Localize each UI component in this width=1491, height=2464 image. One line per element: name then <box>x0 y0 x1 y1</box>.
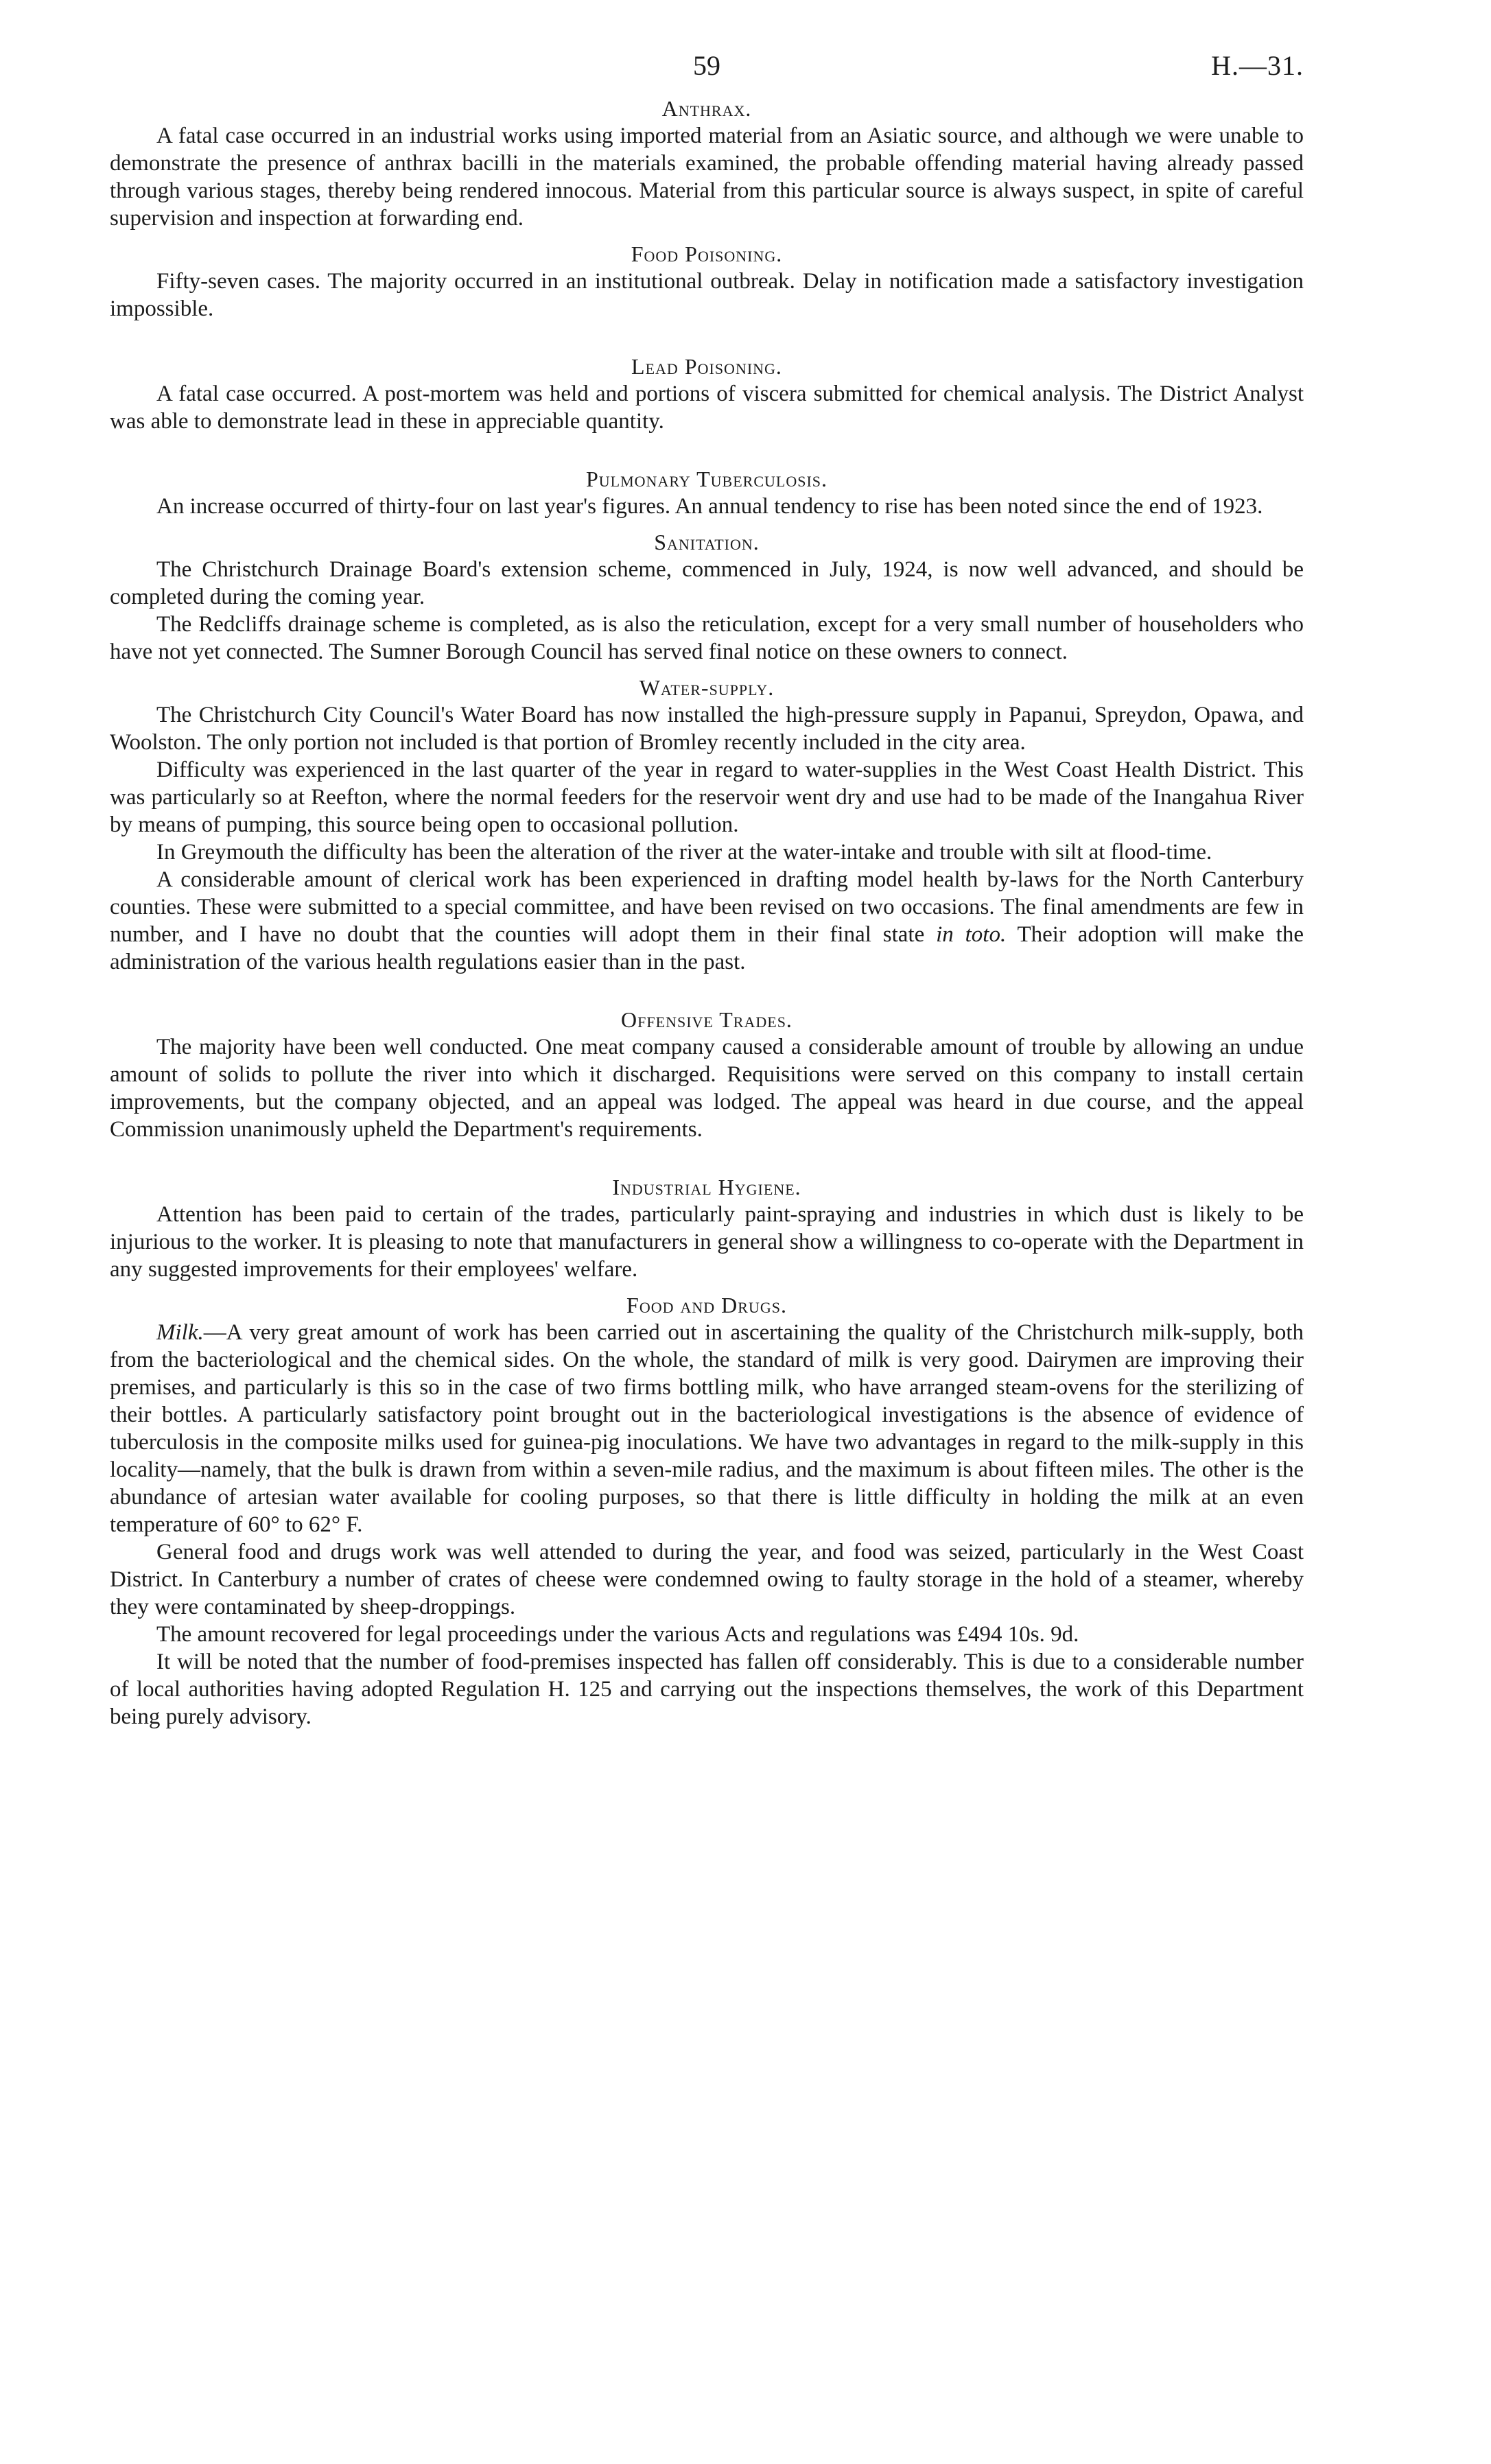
paragraph: The amount recovered for legal proceedings under the various Acts and regulations was £494 10s. 9d. <box>156 1622 1079 1647</box>
paragraph: Difficulty was experienced in the last quarter of the year in regard to water-supplies in the West Coast Health District. This was particularly so at Reefton, where the normal feeders for the reservoir went dry and use had to be made of the Inangahua River by means of pumping, this source being open to occasional pollution. <box>110 758 1304 837</box>
milk-heading: Milk. <box>156 1320 204 1345</box>
section-title-water-supply: Water-supply. <box>639 675 775 700</box>
section-title-anthrax: Anthrax. <box>661 96 752 121</box>
paragraph: General food and drugs work was well attended to during the year, and food was seized, particularly in the West Coast District. In Canterbury a number of crates of cheese were condemned owing to faulty storage in the hold of a steamer, whereby they were contaminated by sheep-droppings. <box>110 1540 1304 1619</box>
section-lead-poisoning <box>110 353 1304 435</box>
bylaws-text: A considerable amount of clerical work has been experienced in drafting model health by-laws for the North Canterbury counties. These were submitted to a special committee, and have been revised on two occasions. The final amendments are few in number, and I have no doubt that the counties will adopt them in their final state <box>110 867 1304 947</box>
paragraph: The Christchurch City Council's Water Board has now installed the high-pressure supply in Papanui, Spreydon, Opawa, and Woolston. The only portion not included is that portion of Bromley recently included in the city area. <box>110 703 1304 755</box>
paragraph: In Greymouth the difficulty has been the alteration of the river at the water-intake and trouble with silt at flood-time. <box>156 840 1212 865</box>
paragraph: A fatal case occurred. A post-mortem was held and portions of viscera submitted for chemical analysis. The District Analyst was able to demonstrate lead in these in appreciable quantity. <box>110 382 1304 434</box>
section-food-poisoning <box>110 240 1304 322</box>
section-pulmonary-tuberculosis <box>110 465 1304 520</box>
section-title-food-and-drugs: Food and Drugs. <box>626 1293 787 1317</box>
paragraph-milk <box>110 1319 1304 1538</box>
section-water-supply <box>110 674 1304 976</box>
paragraph: A fatal case occurred in an industrial works using imported material from an Asiatic source, and although we were unable to demonstrate the presence of anthrax bacilli in the materials examined, the probable offending material having already passed through various stages, thereby being rendered innocous. Material from this particular source is always suspect, in spite of careful supervision and inspection at forwarding end. <box>110 124 1304 231</box>
milk-text: —A very great amount of work has been carried out in ascertaining the quality of the Christchurch milk-supply, both from the bacteriological and the chemical sides. On the whole, the standard of milk is very good. Dairymen are improving their premises, and particularly is this so in the case of two firms bottling milk, who have arranged steam-ovens for the sterilizing of their bottles. A particularly satisfactory point brought out in the bacteriological investigations is the absence of evidence of tuberculosis in the composite milks used for guinea-pig inoculations. We have two advantages in regard to the milk-supply in this locality—namely, that the bulk is drawn from within a seven-mile radius, and the maximum is about fifteen miles. The other is the abundance of artesian water available for cooling purposes, so that there is little difficulty in holding the milk at an even temperature of 60° to 62° F. <box>110 1320 1304 1537</box>
section-title-sanitation: Sanitation. <box>654 530 760 554</box>
section-title-industrial-hygiene: Industrial Hygiene. <box>612 1175 801 1199</box>
section-industrial-hygiene <box>110 1173 1304 1283</box>
report-code: H.—31. <box>1211 50 1304 81</box>
paragraph: It will be noted that the number of food-premises inspected has fallen off considerably. This is due to a considerable number of local authorities having adopted Regulation H. 125 and carrying out the inspections themselves, the work of this Department being purely advisory. <box>110 1650 1304 1729</box>
paragraph-bylaws <box>110 866 1304 976</box>
paragraph: Attention has been paid to certain of the trades, particularly paint-spraying and industries in which dust is likely to be injurious to the worker. It is pleasing to note that manufacturers in general show a willingness to co-operate with the Department in any suggested improvements for their employees' welfare. <box>110 1202 1304 1282</box>
paragraph: The Redcliffs drainage scheme is completed, as is also the reticulation, except for a very small number of householders who have not yet connected. The Sumner Borough Council has served final notice on these owners to connect. <box>110 612 1304 664</box>
section-title-lead-poisoning: Lead Poisoning. <box>631 354 782 379</box>
section-title-offensive-trades: Offensive Trades. <box>621 1007 793 1032</box>
bylaws-text-end: Their adoption will make the administration of the various health regulations easier than in the past. <box>110 922 1304 974</box>
page-number: 59 <box>693 50 720 81</box>
in-toto-italic: in toto. <box>936 922 1007 947</box>
section-food-and-drugs <box>110 1291 1304 1730</box>
paragraph: Fifty-seven cases. The majority occurred in an institutional outbreak. Delay in notification made a satisfactory investigation impossible. <box>110 269 1304 321</box>
paragraph: The Christchurch Drainage Board's extension scheme, commenced in July, 1924, is now well advanced, and should be completed during the coming year. <box>110 557 1304 609</box>
section-sanitation <box>110 528 1304 666</box>
document-page <box>110 49 1304 1730</box>
section-title-food-poisoning: Food Poisoning. <box>631 242 783 266</box>
paragraph: The majority have been well conducted. One meat company caused a considerable amount of trouble by allowing an undue amount of solids to pollute the river into which it discharged. Requisitions were served on this company to install certain improvements, but the company objected, and an appeal was lodged. The appeal was heard in due course, and the appeal Commission unanimously upheld the Department's requirements. <box>110 1035 1304 1142</box>
paragraph: An increase occurred of thirty-four on last year's figures. An annual tendency to rise has been noted since the end of 1923. <box>156 494 1263 519</box>
page-header <box>110 49 1304 95</box>
section-title-pulmonary-tuberculosis: Pulmonary Tuberculosis. <box>585 467 828 491</box>
section-anthrax <box>110 95 1304 232</box>
section-offensive-trades <box>110 1006 1304 1143</box>
